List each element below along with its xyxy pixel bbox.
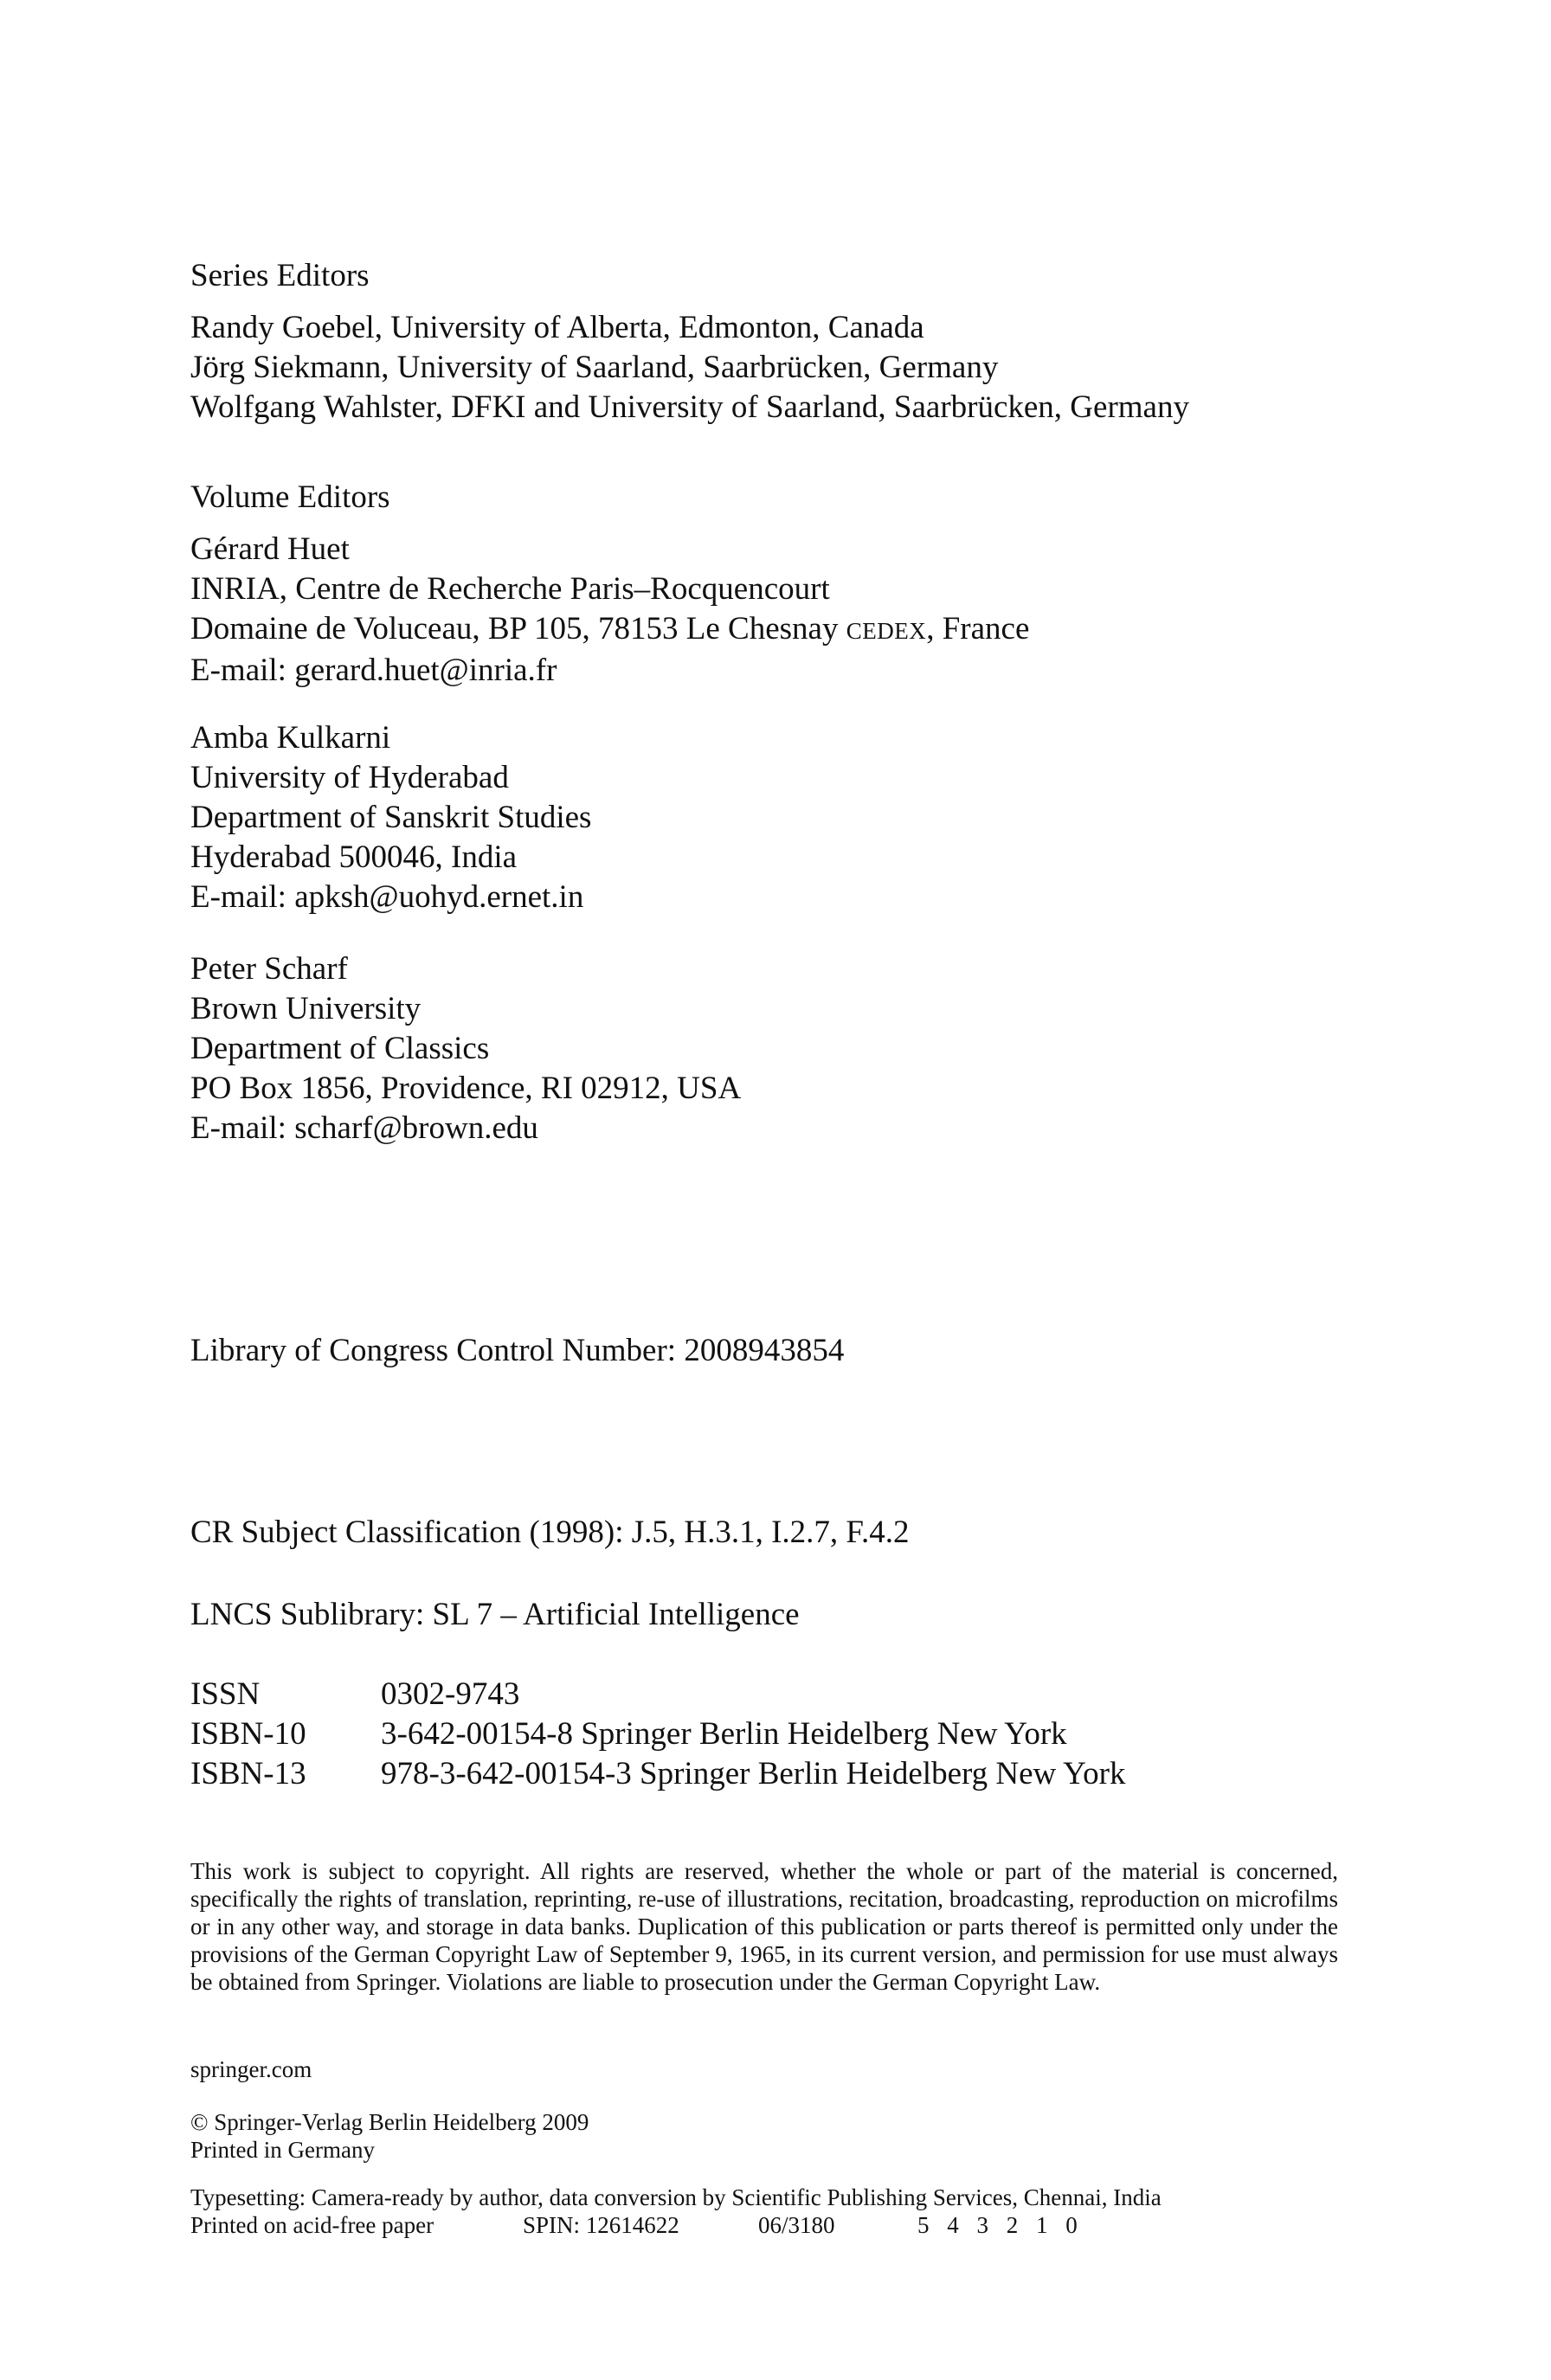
editor-org: Brown University [190, 991, 422, 1026]
series-editors-heading: Series Editors [190, 258, 370, 293]
editor-address-cedex: CEDEX [846, 618, 927, 644]
editor-name: Peter Scharf [190, 951, 348, 987]
editor-address: PO Box 1856, Providence, RI 02912, USA [190, 1071, 742, 1106]
series-editors-section [190, 256, 1189, 428]
editor-org: INRIA, Centre de Recherche Paris–Rocquencourt [190, 571, 830, 607]
typesetting-block [190, 2184, 1162, 2239]
series-editor-line: Wolfgang Wahlster, DFKI and University of Saarland, Saarbrücken, Germany [190, 389, 1189, 425]
identifier-label: ISBN-13 [190, 1756, 306, 1791]
editor-dept: Department of Classics [190, 1031, 490, 1066]
loc-control-number [190, 1331, 844, 1371]
editor-email: E-mail: gerard.huet@inria.fr [190, 653, 557, 688]
copyright-block [190, 2108, 589, 2164]
identifier-value: 0302-9743 [381, 1676, 520, 1712]
copyright-line: © Springer-Verlag Berlin Heidelberg 2009 [190, 2109, 589, 2135]
lncs-sublibrary [190, 1595, 800, 1635]
print-info-row [190, 2211, 1162, 2239]
editor-name: Gérard Huet [190, 531, 350, 567]
typesetting-line: Typesetting: Camera-ready by author, data conversion by Scientific Publishing Services, Chennai, India [190, 2184, 1162, 2210]
print-run: 5 4 3 2 1 0 [917, 2212, 1084, 2238]
volume-editors-section [190, 478, 1029, 691]
editor-name: Amba Kulkarni [190, 720, 391, 756]
series-editor-line: Randy Goebel, University of Alberta, Edmonton, Canada [190, 310, 924, 345]
loc-control-number-text: Library of Congress Control Number: 2008943854 [190, 1333, 845, 1368]
printed-in: Printed in Germany [190, 2137, 375, 2163]
website [190, 2055, 312, 2083]
identifiers-table [190, 1675, 1125, 1794]
editor-scharf [190, 949, 741, 1148]
editor-email: E-mail: scharf@brown.edu [190, 1110, 538, 1146]
print-code: 06/3180 [758, 2212, 835, 2238]
editor-address: Hyderabad 500046, India [190, 839, 518, 875]
cr-classification [190, 1513, 910, 1553]
identifier-label: ISSN [190, 1676, 261, 1712]
volume-editors-heading: Volume Editors [190, 479, 390, 515]
identifier-row [190, 1754, 1125, 1794]
editor-address-prefix: Domaine de Voluceau, BP 105, 78153 Le Chesnay [190, 611, 846, 646]
editor-kulkarni [190, 718, 591, 917]
cr-classification-text: CR Subject Classification (1998): J.5, H.3.1, I.2.7, F.4.2 [190, 1515, 910, 1550]
acid-free-paper: Printed on acid-free paper [190, 2212, 434, 2238]
series-editor-line: Jörg Siekmann, University of Saarland, Saarbrücken, Germany [190, 350, 999, 385]
editor-org: University of Hyderabad [190, 760, 509, 795]
website-text: springer.com [190, 2056, 312, 2082]
editor-email: E-mail: apksh@uohyd.ernet.in [190, 879, 584, 915]
copyright-notice: This work is subject to copyright. All rights are reserved, whether the whole or part of the material is concerned, specifically the rights of translation, reprinting, re-use of illustrations, recitation, broadcasting, reproduction on microfilms or in any other way, and storage in data banks. Duplication of this publication or parts thereof is permitted only under the provisions of the German Copyright Law of September 9, 1965, in its current version, and permission for use must always be obtained from Springer. Violations are liable to prosecution under the German Copyright Law. [190, 1858, 1338, 1995]
identifier-value: 3-642-00154-8 Springer Berlin Heidelberg New York [381, 1716, 1067, 1752]
editor-address [190, 609, 1029, 651]
editor-dept: Department of Sanskrit Studies [190, 800, 592, 835]
lncs-sublibrary-text: LNCS Sublibrary: SL 7 – Artificial Intelligence [190, 1597, 800, 1632]
identifier-row [190, 1714, 1125, 1754]
editor-address-suffix: , France [926, 611, 1030, 646]
identifier-row [190, 1675, 1125, 1714]
spin-number: SPIN: 12614622 [523, 2212, 679, 2238]
identifier-label: ISBN-10 [190, 1716, 306, 1752]
identifier-value: 978-3-642-00154-3 Springer Berlin Heidelberg New York [381, 1756, 1126, 1791]
